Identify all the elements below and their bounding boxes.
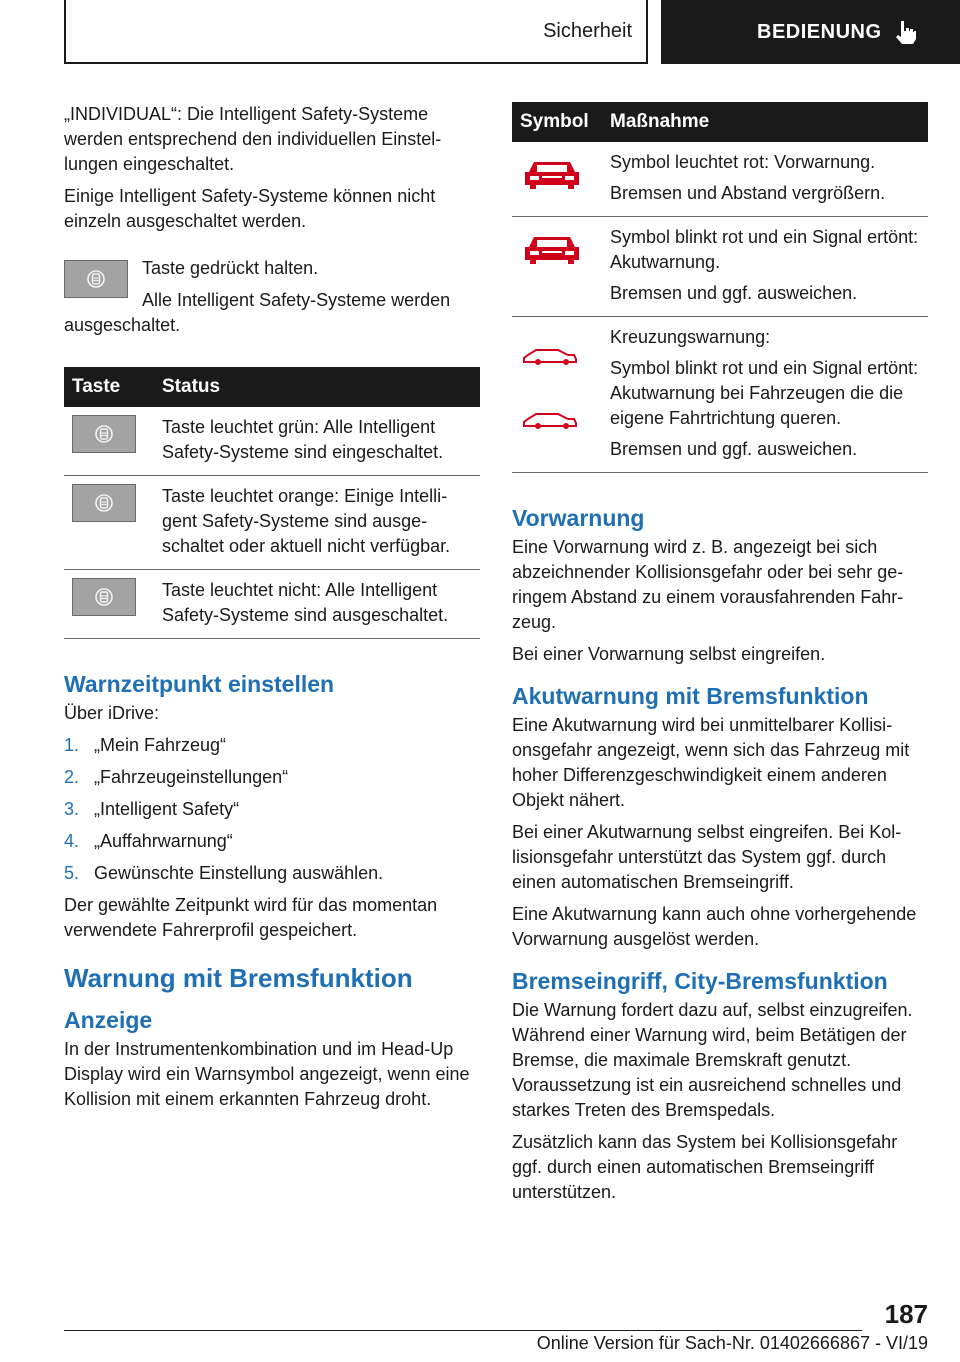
step-number: 1. (64, 735, 80, 755)
table-row (64, 570, 480, 639)
intelligent-safety-button-icon (72, 484, 136, 522)
action-text: Bremsen und ggf. ausweichen. (610, 439, 858, 459)
status-text: Taste leuchtet grün: Alle Intelligent Safety-Systeme sind eingeschaltet. (154, 407, 480, 476)
list-item (64, 829, 480, 854)
step-text: „Fahrzeugeinstellungen“ (94, 767, 289, 787)
status-text: Taste leuchtet orange: Einige Intelligent Safety-Systeme sind ausgeschaltet oder aktuell nicht verfügbar. (154, 476, 480, 570)
table-row (64, 407, 480, 476)
intelligent-safety-button-icon (64, 260, 128, 298)
right-column (512, 102, 928, 1212)
car-front-warning-icon (520, 156, 584, 190)
running-header-chapter (661, 0, 960, 64)
car-front-warning-icon (520, 231, 584, 265)
paragraph: Eine Akutwarnung wird bei unmittelbarer Kollisionsgefahr angezeigt, wenn sich das Fahrzeug mit hoher Differenzgeschwindigkeit einem anderen Objekt nähert. (512, 715, 910, 810)
page-number: 187 (884, 1299, 928, 1329)
step-text: „Intelligent Safety“ (94, 799, 240, 819)
action-text: Bremsen und ggf. ausweichen. (610, 283, 858, 303)
paragraph: Der gewählte Zeitpunkt wird für das momentan verwendete Fahrerprofil gespeichert. (64, 895, 438, 940)
footer-version-text: Online Version für Sach-Nr. 01402666867 - VI/19 (536, 1333, 928, 1353)
section-heading: Vorwarnung (512, 505, 645, 531)
step-text: Gewünschte Einstellung auswählen. (94, 863, 384, 883)
table-header: Symbol (512, 102, 602, 142)
step-text: „Mein Fahrzeug“ (94, 735, 227, 755)
action-text: Kreuzungswarnung: (610, 327, 771, 347)
table-header: Status (154, 367, 480, 407)
step-number: 3. (64, 799, 80, 819)
paragraph: Zusätzlich kann das System bei Kollisionsgefahr ggf. durch einen automatischen Bremseingriff unterstützen. (512, 1132, 898, 1202)
footer-divider (64, 1330, 862, 1331)
paragraph: Alle Intelligent Safety-Systeme werden ausgeschaltet. (64, 290, 451, 335)
step-number: 5. (64, 863, 80, 883)
button-status-table (64, 367, 480, 639)
paragraph: Einige Intelligent Safety-Systeme können nicht einzeln ausgeschaltet werden. (64, 186, 436, 231)
paragraph: In der Instrumentenkombination und im Head-Up Display wird ein Warnsymbol angezeigt, wenn eine Kollision mit einem erkannten Fahrzeug droht. (64, 1039, 470, 1109)
table-row (512, 142, 928, 217)
list-item (64, 797, 480, 822)
intelligent-safety-button-icon (72, 415, 136, 453)
paragraph: Über iDrive: (64, 703, 160, 723)
intelligent-safety-button-icon (72, 578, 136, 616)
car-side-crossing-icon (520, 337, 584, 437)
chapter-title: BEDIENUNG (757, 20, 882, 43)
running-header-section (64, 0, 648, 64)
paragraph: Bei einer Vorwarnung selbst eingreifen. (512, 644, 826, 664)
table-header: Taste (64, 367, 154, 407)
paragraph: Die Warnung fordert dazu auf, selbst einzugreifen. Während einer Warnung wird, beim Betätigen der Bremse, die maximale Bremskraft genutzt. Voraussetzung ist ein ausreichend schnelles und starkes Treten des Bremspedals. (512, 1000, 913, 1120)
list-item (64, 765, 480, 790)
list-item (64, 861, 480, 886)
action-text: Bremsen und Abstand vergrößern. (610, 183, 886, 203)
paragraph: „INDIVIDUAL“: Die Intelligent Safety-Systeme werden entsprechend den individuellen Einstellungen eingeschaltet. (64, 104, 442, 174)
button-instruction (64, 256, 480, 345)
section-heading: Warnzeitpunkt einstellen (64, 671, 335, 697)
action-text: Symbol blinkt rot und ein Signal ertönt: Akutwarnung bei Fahrzeugen die die eigene Fahrtrichtung queren. (610, 358, 919, 428)
status-text: Taste leuchtet nicht: Alle Intelligent Safety-Systeme sind ausgeschaltet. (154, 570, 480, 639)
chapter-heading: Warnung mit Bremsfunktion (64, 963, 413, 993)
step-number: 2. (64, 767, 80, 787)
pointing-hand-icon (892, 19, 918, 45)
section-heading: Anzeige (64, 1007, 153, 1033)
action-text: Symbol leuchtet rot: Vorwarnung. (610, 152, 876, 172)
section-heading: Bremseingriff, City-Bremsfunktion (512, 968, 888, 994)
symbol-table (512, 102, 928, 473)
section-heading: Akutwarnung mit Bremsfunktion (512, 683, 869, 709)
paragraph: Taste gedrückt halten. (142, 258, 319, 278)
section-title: Sicherheit (543, 19, 632, 42)
table-row (64, 476, 480, 570)
table-row (512, 217, 928, 317)
steps-list (64, 733, 480, 886)
step-number: 4. (64, 831, 80, 851)
table-row (512, 317, 928, 473)
list-item (64, 733, 480, 758)
step-text: „Auffahrwarnung“ (94, 831, 233, 851)
action-text: Symbol blinkt rot und ein Signal ertönt: Akutwarnung. (610, 227, 919, 272)
table-header: Maßnahme (602, 102, 928, 142)
paragraph: Eine Vorwarnung wird z. B. angezeigt bei sich abzeichnender Kollisionsgefahr oder bei sehr geringem Abstand zu einem vorausfahrenden Fahrzeug. (512, 537, 904, 632)
paragraph: Eine Akutwarnung kann auch ohne vorhergehende Vorwarnung ausgelöst werden. (512, 904, 917, 949)
left-column (64, 102, 480, 1119)
paragraph: Bei einer Akutwarnung selbst eingreifen. Bei Kollisionsgefahr unterstützt das System ggf. durch einen automatischen Bremseingriff. (512, 822, 902, 892)
